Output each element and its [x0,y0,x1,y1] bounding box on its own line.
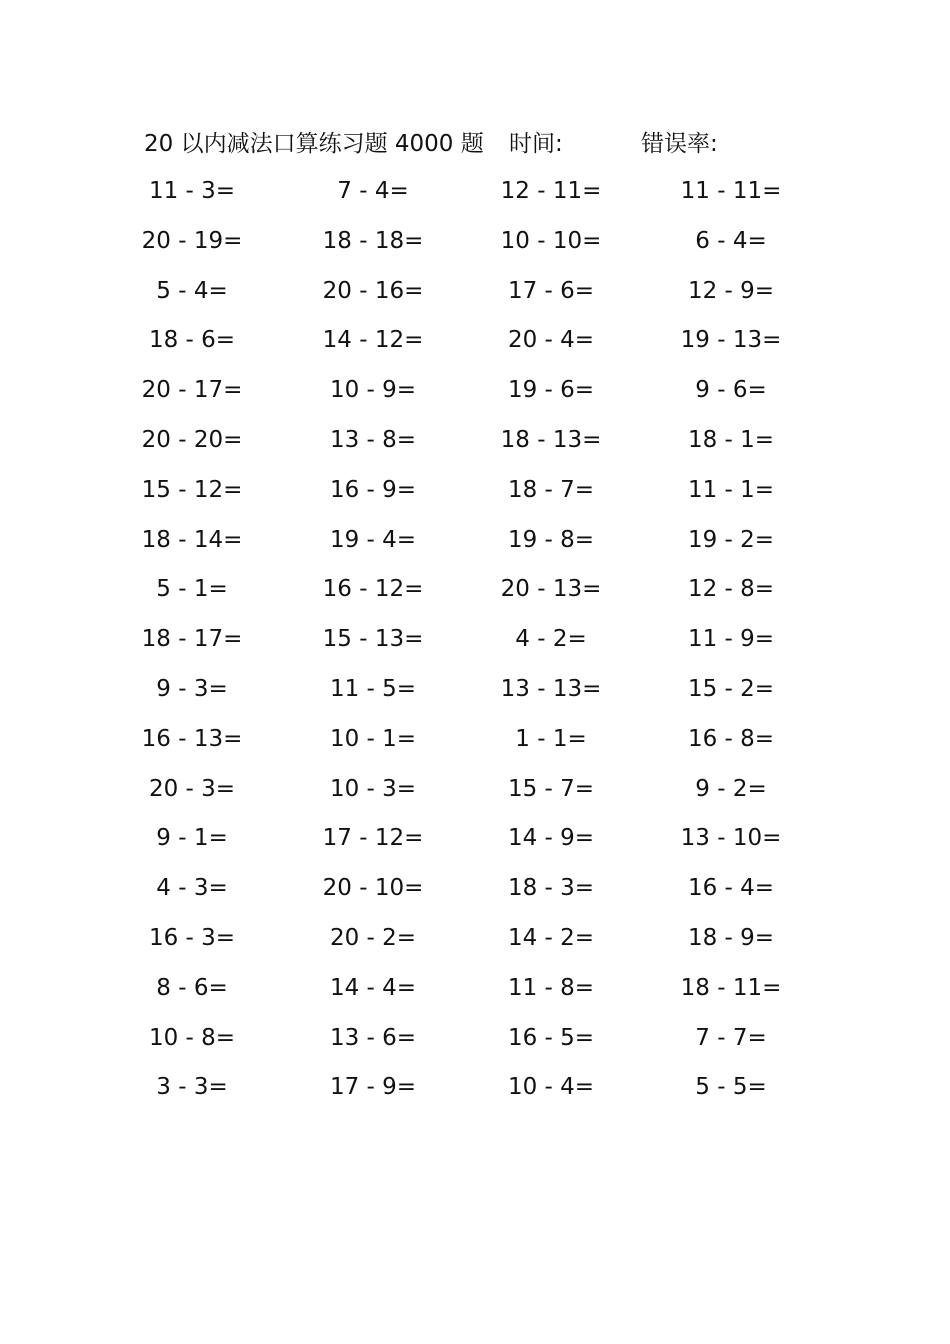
problem-cell: 18 - 6= [148,327,236,354]
problem-cell: 10 - 9= [329,377,417,404]
problem-cell: 20 - 4= [507,327,595,354]
problem-cell: 19 - 13= [680,327,782,354]
problem-cell: 15 - 7= [507,775,595,802]
worksheet-title: 20 以内减法口算练习题 4000 题 [144,131,484,157]
problem-cell: 11 - 9= [687,626,775,653]
problem-cell: 9 - 2= [695,775,767,802]
problem-cell: 20 - 10= [322,875,424,902]
problem-cell: 7 - 7= [695,1024,767,1051]
problem-cell: 5 - 5= [695,1074,767,1101]
problem-cell: 18 - 9= [687,925,775,951]
problem-cell: 17 - 12= [322,825,424,852]
problem-cell: 18 - 18= [322,227,424,254]
problem-cell: 10 - 1= [329,725,417,752]
problem-cell: 1 - 1= [515,725,587,752]
problem-cell: 11 - 8= [507,974,595,1001]
problem-cell: 13 - 8= [329,427,417,453]
problem-cell: 12 - 8= [687,576,775,603]
problem-cell: 4 - 2= [515,626,587,653]
problem-cell: 18 - 13= [500,427,602,453]
problem-cell: 20 - 17= [141,377,243,404]
problem-cell: 18 - 3= [507,875,595,902]
problem-cell: 16 - 13= [141,725,243,752]
problem-cell: 18 - 14= [141,526,243,553]
problem-cell: 10 - 4= [507,1074,595,1101]
problem-cell: 9 - 3= [156,676,228,702]
problem-cell: 19 - 6= [507,377,595,404]
problem-cell: 5 - 1= [156,576,228,603]
problem-cell: 10 - 10= [500,227,602,254]
problem-cell: 11 - 5= [329,676,417,702]
problem-cell: 19 - 2= [687,526,775,553]
problem-cell: 11 - 11= [680,178,782,204]
problem-cell: 20 - 20= [141,427,243,453]
problem-cell: 18 - 7= [507,476,595,503]
problem-cell: 12 - 9= [687,277,775,304]
problem-cell: 18 - 11= [680,974,782,1001]
problem-cell: 10 - 8= [148,1024,236,1051]
problem-cell: 7 - 4= [337,178,409,204]
problem-cell: 18 - 1= [687,427,775,453]
problem-cell: 16 - 12= [322,576,424,603]
problem-cell: 6 - 4= [695,227,767,254]
problem-cell: 14 - 2= [507,925,595,951]
problem-cell: 9 - 6= [695,377,767,404]
time-label: 时间: [509,131,563,157]
problem-cell: 20 - 13= [500,576,602,603]
problem-cell: 19 - 8= [507,526,595,553]
problem-cell: 17 - 9= [329,1074,417,1101]
problem-cell: 15 - 2= [687,676,775,702]
problem-cell: 8 - 6= [156,974,228,1001]
problem-cell: 15 - 12= [141,476,243,503]
problem-cell: 15 - 13= [322,626,424,653]
problem-cell: 18 - 17= [141,626,243,653]
problem-cell: 3 - 3= [156,1074,228,1101]
problem-cell: 16 - 4= [687,875,775,902]
problem-cell: 11 - 1= [687,476,775,503]
problem-cell: 16 - 9= [329,476,417,503]
error-rate-label: 错误率: [641,131,718,157]
problem-cell: 20 - 16= [322,277,424,304]
problem-cell: 10 - 3= [329,775,417,802]
problem-cell: 9 - 1= [156,825,228,852]
problem-cell: 20 - 19= [141,227,243,254]
problem-cell: 16 - 3= [148,925,236,951]
problem-cell: 14 - 12= [322,327,424,354]
problem-cell: 13 - 6= [329,1024,417,1051]
problem-cell: 14 - 4= [329,974,417,1001]
problem-cell: 14 - 9= [507,825,595,852]
problem-cell: 20 - 3= [148,775,236,802]
problem-cell: 19 - 4= [329,526,417,553]
problem-cell: 11 - 3= [148,178,236,204]
problem-cell: 13 - 10= [680,825,782,852]
problem-cell: 16 - 8= [687,725,775,752]
problem-cell: 5 - 4= [156,277,228,304]
problem-cell: 13 - 13= [500,676,602,702]
problem-cell: 20 - 2= [329,925,417,951]
problem-cell: 17 - 6= [507,277,595,304]
problem-cell: 12 - 11= [500,178,602,204]
problem-cell: 16 - 5= [507,1024,595,1051]
problem-cell: 4 - 3= [156,875,228,902]
